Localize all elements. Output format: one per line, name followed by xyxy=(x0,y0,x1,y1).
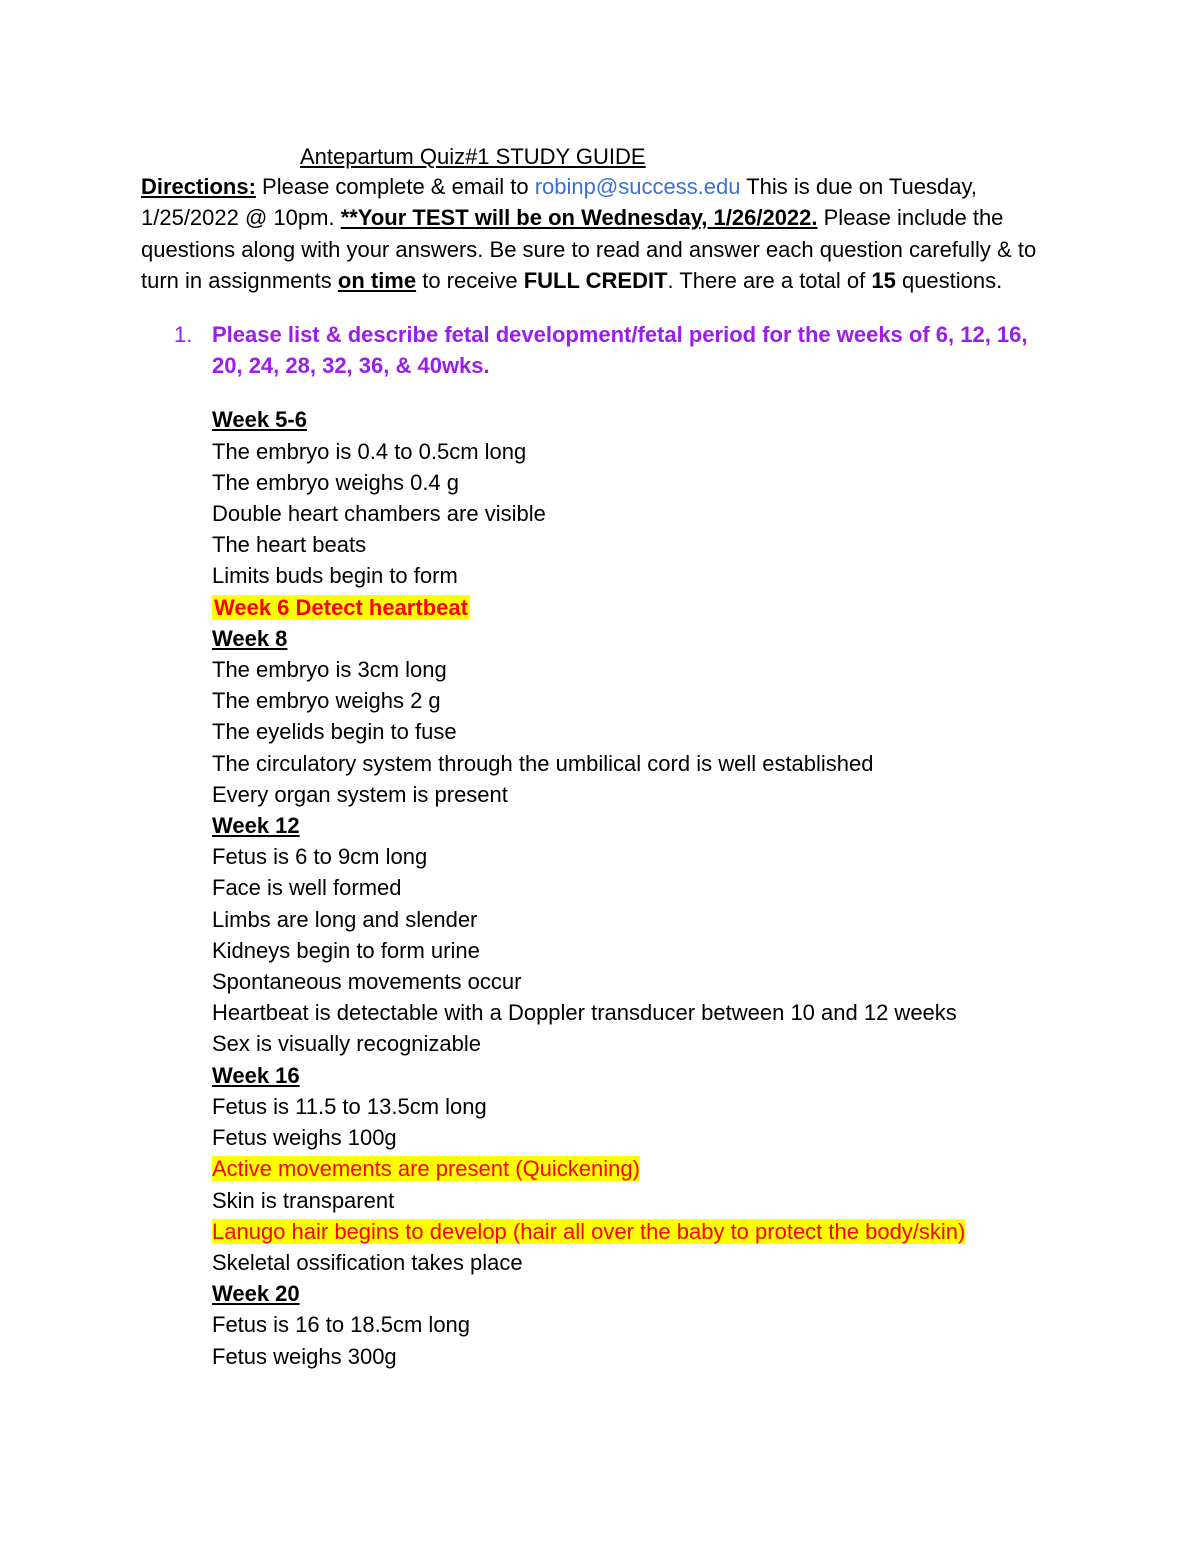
highlighted-text: Lanugo hair begins to develop (hair all over the baby to protect the body/skin) xyxy=(212,1218,966,1244)
answer-text: Sex is visually recognizable xyxy=(212,1031,482,1057)
answer-text: Fetus weighs 100g xyxy=(212,1125,397,1151)
answer-line xyxy=(212,1341,1050,1372)
answer-text: Limbs are long and slender xyxy=(212,906,478,932)
answer-line xyxy=(212,935,1050,966)
answer-list xyxy=(212,404,1050,1371)
answer-line xyxy=(212,1153,1050,1184)
answer-text: The embryo is 0.4 to 0.5cm long xyxy=(212,438,527,464)
week-heading: Week 8 xyxy=(212,625,288,651)
answer-text: The circulatory system through the umbilical cord is well established xyxy=(212,750,874,776)
email-link[interactable]: robinp@success.edu xyxy=(534,174,741,200)
answer-text: The eyelids begin to fuse xyxy=(212,719,457,745)
answer-text: Heartbeat is detectable with a Doppler transducer between 10 and 12 weeks xyxy=(212,1000,957,1026)
answer-line xyxy=(212,436,1050,467)
directions-paragraph xyxy=(141,171,1051,296)
directions-text-3: Please include the questions along with your answers. Be sure to read and answer each question carefully & to turn in assignments xyxy=(141,205,1037,293)
week-heading: Week 20 xyxy=(212,1281,300,1307)
directions-text-5: . There are a total of xyxy=(667,267,872,293)
full-credit-emphasis: FULL CREDIT xyxy=(523,267,668,293)
answer-text: Skeletal ossification takes place xyxy=(212,1249,523,1275)
directions-label: Directions: xyxy=(141,174,256,200)
answer-text: Fetus is 11.5 to 13.5cm long xyxy=(212,1093,487,1119)
answer-line xyxy=(212,748,1050,779)
answer-line xyxy=(212,779,1050,810)
directions-text-6: questions. xyxy=(895,267,1003,293)
answer-line xyxy=(212,997,1050,1028)
answer-text: Fetus is 6 to 9cm long xyxy=(212,844,428,870)
directions-text-2: This is due on Tuesday, 1/25/2022 @ 10pm. xyxy=(141,174,977,231)
answer-line xyxy=(212,1122,1050,1153)
test-notice: **Your TEST will be on Wednesday, 1/26/2022. xyxy=(340,205,818,231)
answer-text: Spontaneous movements occur xyxy=(212,969,522,995)
answer-line xyxy=(212,467,1050,498)
week-heading: Week 16 xyxy=(212,1062,300,1088)
answer-line xyxy=(212,1185,1050,1216)
answer-line xyxy=(212,1309,1050,1340)
answer-line xyxy=(212,529,1050,560)
question-number: 1. xyxy=(174,322,193,348)
answer-line xyxy=(212,716,1050,747)
answer-line xyxy=(212,872,1050,903)
answer-line xyxy=(212,904,1050,935)
page-title: Antepartum Quiz#1 STUDY GUIDE xyxy=(300,144,646,169)
question-count: 15 xyxy=(871,267,896,293)
answer-line xyxy=(212,966,1050,997)
on-time-emphasis: on time xyxy=(337,267,417,293)
answer-text: Double heart chambers are visible xyxy=(212,501,546,527)
answer-line xyxy=(212,1028,1050,1059)
answer-text: Skin is transparent xyxy=(212,1187,395,1213)
answer-line xyxy=(212,841,1050,872)
answer-text: The embryo is 3cm long xyxy=(212,657,447,683)
question-text: Please list & describe fetal development/fetal period for the weeks of 6, 12, 16, 20, 24, 28, 32, 36, & 40wks. xyxy=(212,322,1028,379)
answer-text: Fetus is 16 to 18.5cm long xyxy=(212,1312,471,1338)
highlighted-text: Active movements are present (Quickening) xyxy=(212,1156,640,1182)
answer-line xyxy=(212,685,1050,716)
question-1 xyxy=(174,319,1054,381)
directions-text-4: to receive xyxy=(416,267,524,293)
answer-text: The heart beats xyxy=(212,532,367,558)
answer-line xyxy=(212,498,1050,529)
answer-line xyxy=(212,654,1050,685)
answer-line xyxy=(212,592,1050,623)
answer-text: The embryo weighs 0.4 g xyxy=(212,469,460,495)
answer-text: The embryo weighs 2 g xyxy=(212,688,441,714)
highlighted-text: Week 6 Detect heartbeat xyxy=(214,594,468,620)
week-heading: Week 12 xyxy=(212,813,300,839)
answer-text: Every organ system is present xyxy=(212,781,508,807)
answer-line xyxy=(212,1091,1050,1122)
answer-line xyxy=(212,1216,1050,1247)
week-heading: Week 5-6 xyxy=(212,407,307,433)
answer-text: Face is well formed xyxy=(212,875,402,901)
answer-text: Kidneys begin to form urine xyxy=(212,937,480,963)
directions-text-1: Please complete & email to xyxy=(255,174,535,200)
answer-text: Limits buds begin to form xyxy=(212,563,458,589)
answer-line xyxy=(212,1247,1050,1278)
answer-line xyxy=(212,560,1050,591)
answer-text: Fetus weighs 300g xyxy=(212,1343,397,1369)
